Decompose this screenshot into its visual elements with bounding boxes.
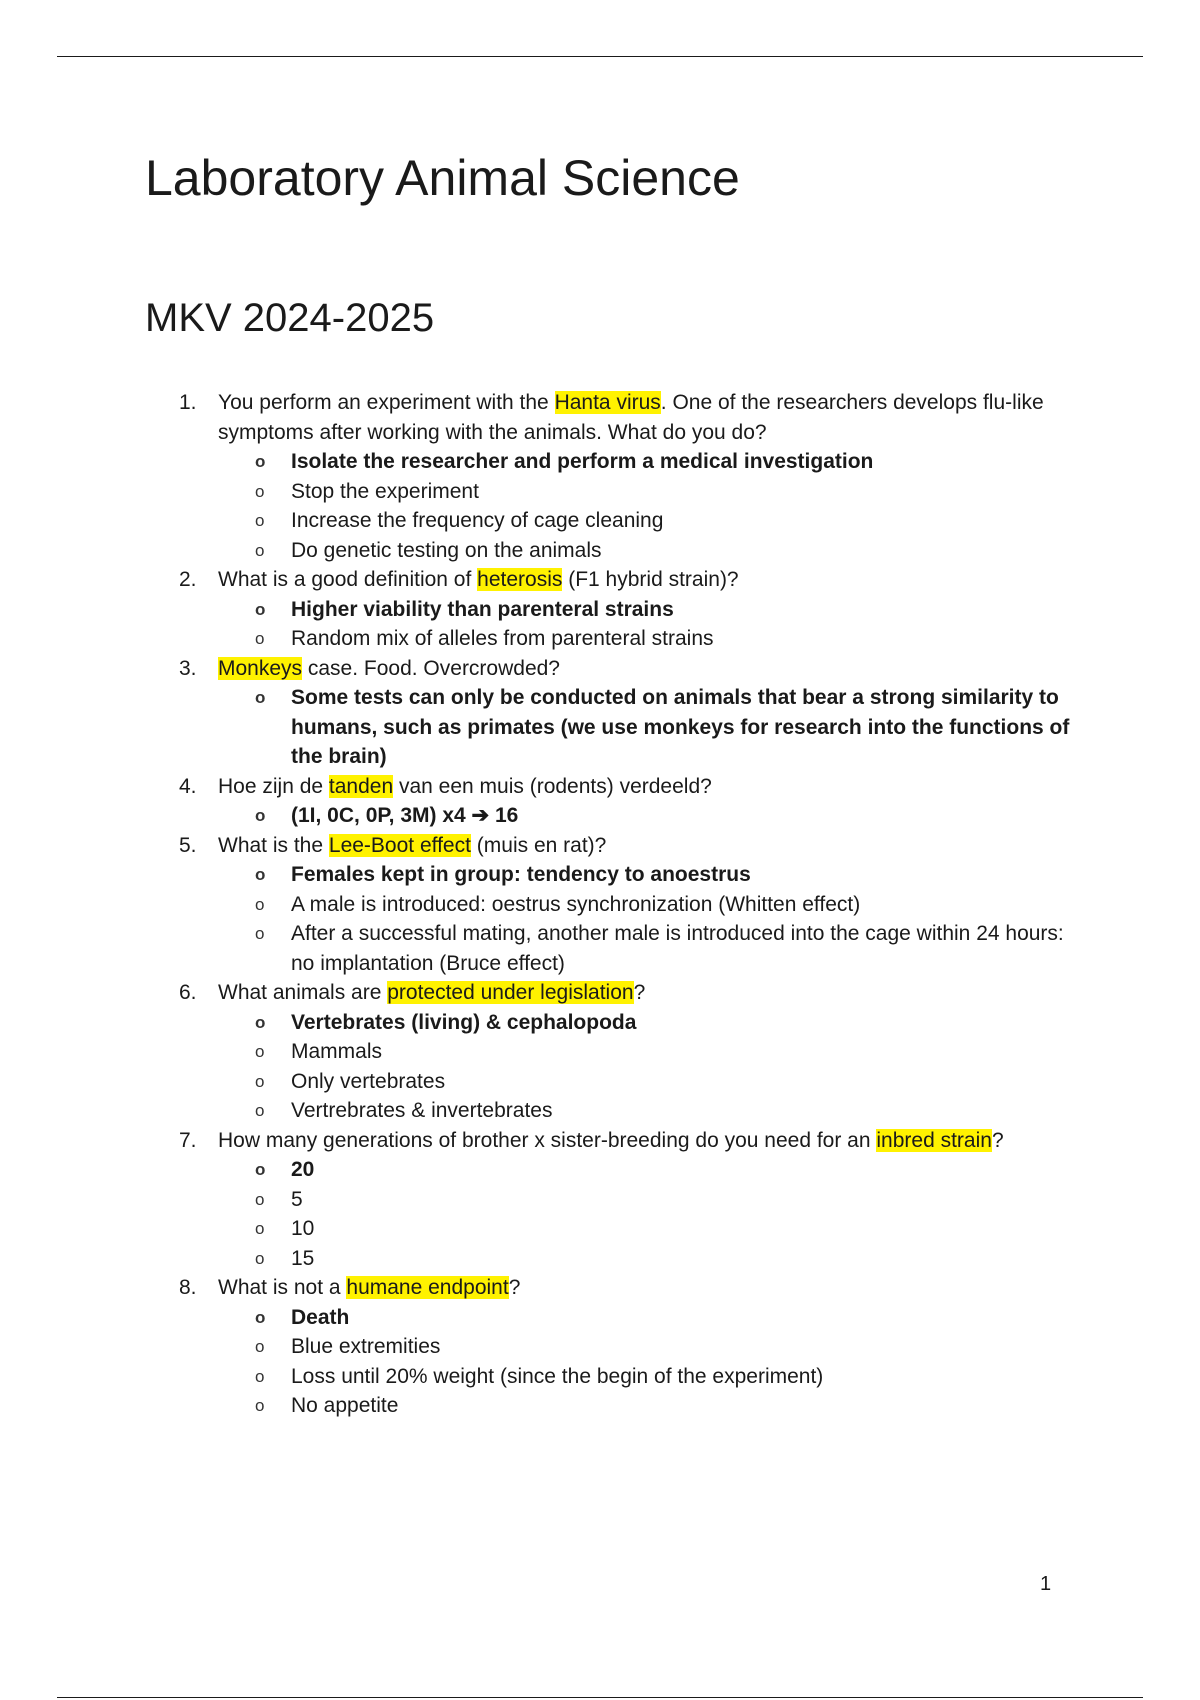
bullet-icon: o xyxy=(255,481,265,501)
answer-option-text: Vertebrates (living) & cephalopoda xyxy=(291,1010,637,1034)
bullet-icon: o xyxy=(255,629,265,648)
answer-option-text: (1I, 0C, 0P, 3M) x4 ➔ 16 xyxy=(291,804,519,827)
bullet-icon: o xyxy=(255,1248,265,1268)
answer-option-text: Loss until 20% weight (since the begin of the experiment) xyxy=(291,1364,824,1388)
answer-option xyxy=(145,1214,1085,1244)
bullet-icon: o xyxy=(255,924,265,943)
question-text-before: You perform an experiment with the xyxy=(218,391,555,414)
question-text-after: ? xyxy=(508,1276,521,1299)
answer-options xyxy=(145,595,1085,654)
bullet-icon: o xyxy=(255,1160,266,1179)
answer-option-text: Mammals xyxy=(291,1040,383,1063)
answer-options xyxy=(145,801,1085,831)
question-number: 1. xyxy=(179,391,197,414)
bullet-icon: o xyxy=(255,1219,265,1238)
question-text-after: van een muis (rodents) verdeeld? xyxy=(393,774,712,798)
question-item xyxy=(145,831,1085,861)
answer-option xyxy=(145,1067,1085,1097)
answer-options xyxy=(145,1155,1085,1273)
document-title: Laboratory Animal Science xyxy=(145,150,740,206)
answer-option xyxy=(145,506,1085,536)
header-rule xyxy=(57,56,1143,57)
question-number: 5. xyxy=(179,833,197,857)
bullet-icon: o xyxy=(255,599,266,619)
highlighted-term: inbred strain xyxy=(876,1128,992,1152)
question-item xyxy=(145,978,1085,1008)
question-text xyxy=(218,391,1044,444)
question-list xyxy=(145,388,1085,1421)
highlighted-term: Monkeys xyxy=(218,656,303,680)
answer-option-text: No appetite xyxy=(291,1394,399,1417)
bullet-icon: o xyxy=(255,1189,265,1209)
answer-option xyxy=(145,1332,1085,1362)
question-text xyxy=(218,1276,520,1299)
question-number: 2. xyxy=(179,568,197,591)
question-number: 6. xyxy=(179,981,197,1004)
bullet-icon: o xyxy=(255,1071,265,1091)
answer-option xyxy=(145,1391,1085,1421)
question-text xyxy=(218,1129,1004,1152)
answer-option xyxy=(145,1362,1085,1392)
answer-option-correct xyxy=(145,1008,1085,1038)
question-text-before: What animals are xyxy=(218,981,388,1004)
answer-option-text: Increase the frequency of cage cleaning xyxy=(291,509,664,532)
bullet-icon: o xyxy=(255,806,266,825)
question-text-before: What is the xyxy=(218,833,329,857)
answer-options xyxy=(145,860,1085,978)
bullet-icon: o xyxy=(255,1366,265,1386)
answer-option-text: Blue extremities xyxy=(291,1335,441,1358)
answer-option xyxy=(145,1037,1085,1067)
answer-option-correct xyxy=(145,1303,1085,1333)
answer-option-text: A male is introduced: oestrus synchronization (Whitten effect) xyxy=(291,892,861,916)
bullet-icon: o xyxy=(255,540,265,560)
answer-option-text: Do genetic testing on the animals xyxy=(291,538,602,562)
question-text-after: . One of the researchers develops flu-like symptoms after working with the animals. What do you do? xyxy=(218,391,1044,444)
bullet-icon: o xyxy=(255,1012,266,1032)
answer-option-correct xyxy=(145,1155,1085,1185)
answer-option xyxy=(145,1096,1085,1126)
answer-options xyxy=(145,447,1085,565)
bullet-icon: o xyxy=(255,511,265,530)
highlighted-term: tanden xyxy=(328,774,394,798)
bullet-icon: o xyxy=(255,1337,265,1356)
answer-option-text: 10 xyxy=(291,1217,315,1240)
page-number: 1 xyxy=(1040,1573,1052,1595)
question-item xyxy=(145,388,1085,447)
answer-option-correct xyxy=(145,860,1085,890)
question-text-before: How many generations of brother x sister-breeding do you need for an xyxy=(218,1128,877,1152)
question-text xyxy=(218,568,739,591)
answer-option-text: Death xyxy=(291,1305,350,1329)
bullet-icon: o xyxy=(255,1042,265,1061)
bullet-icon: o xyxy=(255,865,266,884)
footer-rule xyxy=(57,1697,1143,1698)
question-item xyxy=(145,772,1085,802)
bullet-icon: o xyxy=(255,1396,265,1415)
answer-options xyxy=(145,1303,1085,1421)
answer-option-text: Some tests can only be conducted on animals that bear a strong similarity to humans, such as primates (we use monkeys for research into the functions of the brain) xyxy=(291,686,1070,768)
answer-option-correct xyxy=(145,801,1085,831)
answer-option-correct xyxy=(145,447,1085,477)
answer-option-correct xyxy=(145,595,1085,625)
question-number: 8. xyxy=(179,1276,197,1299)
answer-option xyxy=(145,919,1085,978)
question-item xyxy=(145,654,1085,684)
bullet-icon: o xyxy=(255,1101,265,1120)
answer-options xyxy=(145,683,1085,772)
answer-option-text: 15 xyxy=(291,1246,315,1270)
answer-option-text: Females kept in group: tendency to anoestrus xyxy=(291,863,751,886)
bullet-icon: o xyxy=(255,1307,266,1327)
question-number: 3. xyxy=(179,656,197,680)
answer-option-correct xyxy=(145,683,1085,772)
question-text-after: ? xyxy=(633,981,646,1004)
question-text-after: (muis en rat)? xyxy=(470,833,607,857)
highlighted-term: Lee-Boot effect xyxy=(328,833,471,857)
question-item xyxy=(145,1273,1085,1303)
question-number: 4. xyxy=(179,774,197,798)
answer-option xyxy=(145,624,1085,654)
answer-option xyxy=(145,1185,1085,1215)
answer-option-text: After a successful mating, another male is introduced into the cage within 24 hours: no implantation (Bruce effect) xyxy=(291,922,1064,975)
question-text-before: Hoe zijn de xyxy=(218,774,329,798)
question-text xyxy=(218,775,712,798)
answer-option xyxy=(145,890,1085,920)
question-text-after: case. Food. Overcrowded? xyxy=(302,656,560,680)
highlighted-term: humane endpoint xyxy=(346,1276,509,1299)
answer-options xyxy=(145,1008,1085,1126)
question-text xyxy=(218,657,560,680)
answer-option-text: Stop the experiment xyxy=(291,479,479,503)
question-number: 7. xyxy=(179,1128,197,1152)
answer-option-text: Vertrebrates & invertebrates xyxy=(291,1099,553,1122)
question-item xyxy=(145,565,1085,595)
question-item xyxy=(145,1126,1085,1156)
bullet-icon: o xyxy=(255,452,266,471)
highlighted-term: protected under legislation xyxy=(387,981,634,1004)
question-text-before: What is not a xyxy=(218,1276,347,1299)
highlighted-term: Hanta virus xyxy=(554,391,661,414)
answer-option-text: Higher viability than parenteral strains xyxy=(291,597,674,621)
answer-option-text: 20 xyxy=(291,1158,315,1181)
question-text-before: What is a good definition of xyxy=(218,568,478,591)
highlighted-term: heterosis xyxy=(477,568,563,591)
answer-option-text: Only vertebrates xyxy=(291,1069,446,1093)
document-subtitle: MKV 2024-2025 xyxy=(145,296,435,340)
question-text-after: ? xyxy=(991,1128,1004,1152)
answer-option-text: Random mix of alleles from parenteral strains xyxy=(291,627,714,650)
bullet-icon: o xyxy=(255,688,266,707)
answer-option-text: 5 xyxy=(291,1187,303,1211)
answer-option xyxy=(145,1244,1085,1274)
answer-option xyxy=(145,536,1085,566)
question-text xyxy=(218,981,645,1004)
bullet-icon: o xyxy=(255,894,265,914)
answer-option xyxy=(145,477,1085,507)
question-text-after: (F1 hybrid strain)? xyxy=(562,568,739,591)
answer-option-text: Isolate the researcher and perform a medical investigation xyxy=(291,450,874,473)
question-text xyxy=(218,834,606,857)
